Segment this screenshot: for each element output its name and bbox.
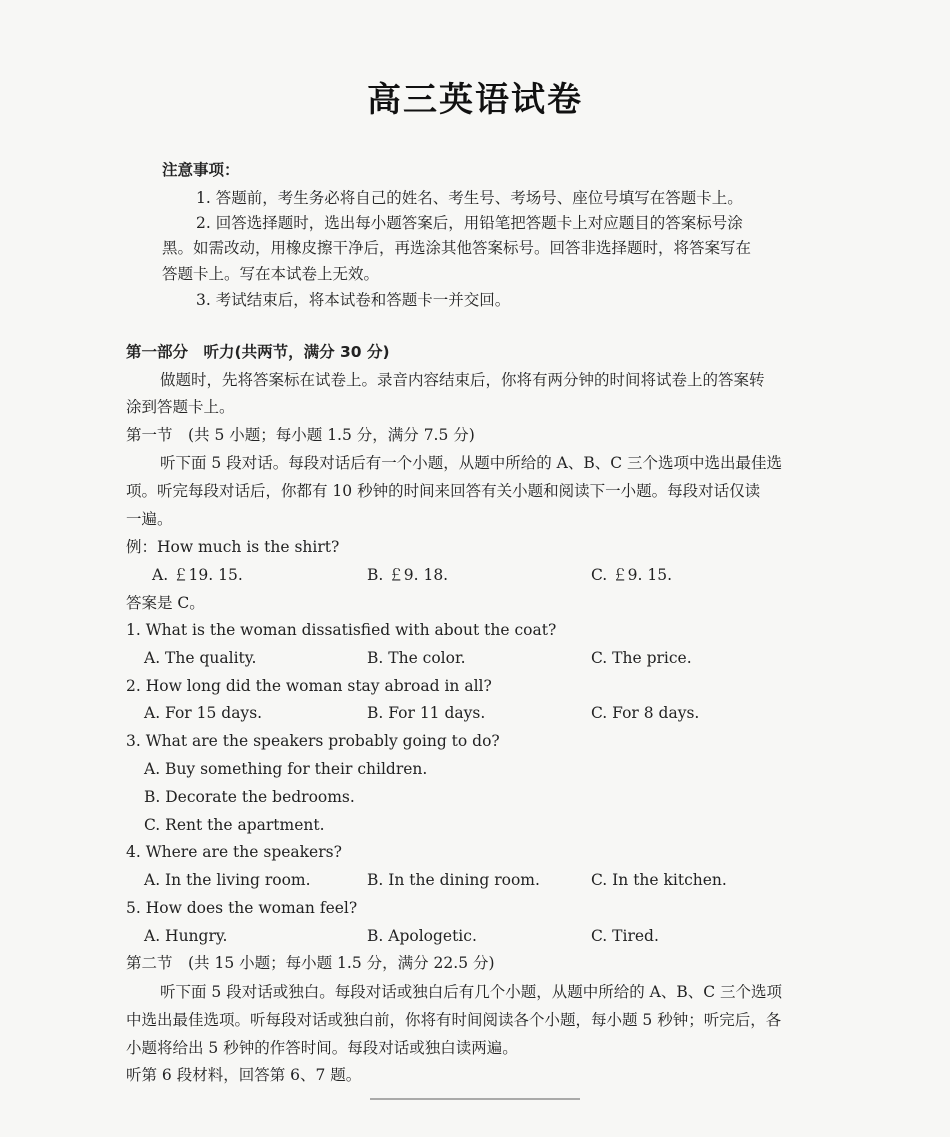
section1-intro-line-2: 项。听完每段对话后，你都有 10 秒钟的时间来回答有关小题和阅读下一小题。每段对话仅读 (126, 482, 761, 500)
part1-intro-line-1: 做题时，先将答案标在试卷上。录音内容结束后，你将有两分钟的时间将试卷上的答案转 (160, 371, 765, 389)
notice-item-2-line-2: 黑。如需改动，用橡皮擦干净后，再选涂其他答案标号。回答非选择题时，将答案写在 (162, 239, 752, 257)
example-question: 例：How much is the shirt? (126, 538, 340, 556)
question-3-option-a: A. Buy something for their children. (144, 760, 428, 778)
question-4-option-c: C. In the kitchen. (591, 871, 727, 889)
question-4-option-b: B. In the dining room. (367, 871, 540, 889)
question-2: 2. How long did the woman stay abroad in all? (126, 677, 492, 695)
question-3: 3. What are the speakers probably going to do? (126, 732, 500, 750)
notice-item-1: 1. 答题前，考生务必将自己的姓名、考生号、考场号、座位号填写在答题卡上。 (196, 189, 743, 207)
notice-item-3: 3. 考试结束后，将本试卷和答题卡一并交回。 (196, 291, 511, 309)
example-option-a: A. ￡19. 15. (152, 566, 243, 584)
question-4-option-a: A. In the living room. (144, 871, 311, 889)
example-option-b: B. ￡9. 18. (367, 566, 449, 584)
question-4: 4. Where are the speakers? (126, 843, 342, 861)
page-footer-mark (370, 1098, 580, 1106)
question-2-option-c: C. For 8 days. (591, 704, 700, 722)
question-5: 5. How does the woman feel? (126, 899, 358, 917)
page-title: 高三英语试卷 (367, 80, 583, 120)
section2-intro-line-3: 小题将给出 5 秒钟的作答时间。每段对话或独白读两遍。 (126, 1039, 518, 1057)
question-2-option-b: B. For 11 days. (367, 704, 486, 722)
section2-heading: 第二节 (共 15 小题；每小题 1.5 分，满分 22.5 分) (126, 954, 495, 972)
question-1-option-c: C. The price. (591, 649, 692, 667)
section2-intro-line-2: 中选出最佳选项。听每段对话或独白前，你将有时间阅读各个小题，每小题 5 秒钟；听完后，各 (126, 1011, 782, 1029)
section1-intro-line-3: 一遍。 (126, 510, 173, 528)
section1-intro-line-1: 听下面 5 段对话。每段对话后有一个小题，从题中所给的 A、B、C 三个选项中选出最佳选 (160, 454, 783, 472)
question-5-option-c: C. Tired. (591, 927, 659, 945)
section2-material-instruction: 听第 6 段材料，回答第 6、7 题。 (126, 1066, 362, 1084)
notice-item-2-line-3: 答题卡上。写在本试卷上无效。 (162, 265, 380, 283)
part1-heading: 第一部分 听力(共两节，满分 30 分) (126, 343, 390, 361)
section2-intro-line-1: 听下面 5 段对话或独白。每段对话或独白后有几个小题，从题中所给的 A、B、C 三个选项 (160, 983, 783, 1001)
question-1-option-b: B. The color. (367, 649, 466, 667)
question-2-option-a: A. For 15 days. (144, 704, 263, 722)
question-3-option-c: C. Rent the apartment. (144, 816, 325, 834)
section1-heading: 第一节 (共 5 小题；每小题 1.5 分，满分 7.5 分) (126, 426, 475, 444)
question-3-option-b: B. Decorate the bedrooms. (144, 788, 355, 806)
question-5-option-a: A. Hungry. (144, 927, 228, 945)
notice-item-2-line-1: 2. 回答选择题时，选出每小题答案后，用铅笔把答题卡上对应题目的答案标号涂 (196, 214, 743, 232)
question-5-option-b: B. Apologetic. (367, 927, 477, 945)
question-1-option-a: A. The quality. (144, 649, 257, 667)
part1-intro-line-2: 涂到答题卡上。 (126, 398, 235, 416)
example-option-c: C. ￡9. 15. (591, 566, 673, 584)
question-1: 1. What is the woman dissatisfied with about the coat? (126, 621, 557, 639)
notice-heading: 注意事项： (162, 161, 240, 179)
example-answer: 答案是 C。 (126, 594, 205, 612)
